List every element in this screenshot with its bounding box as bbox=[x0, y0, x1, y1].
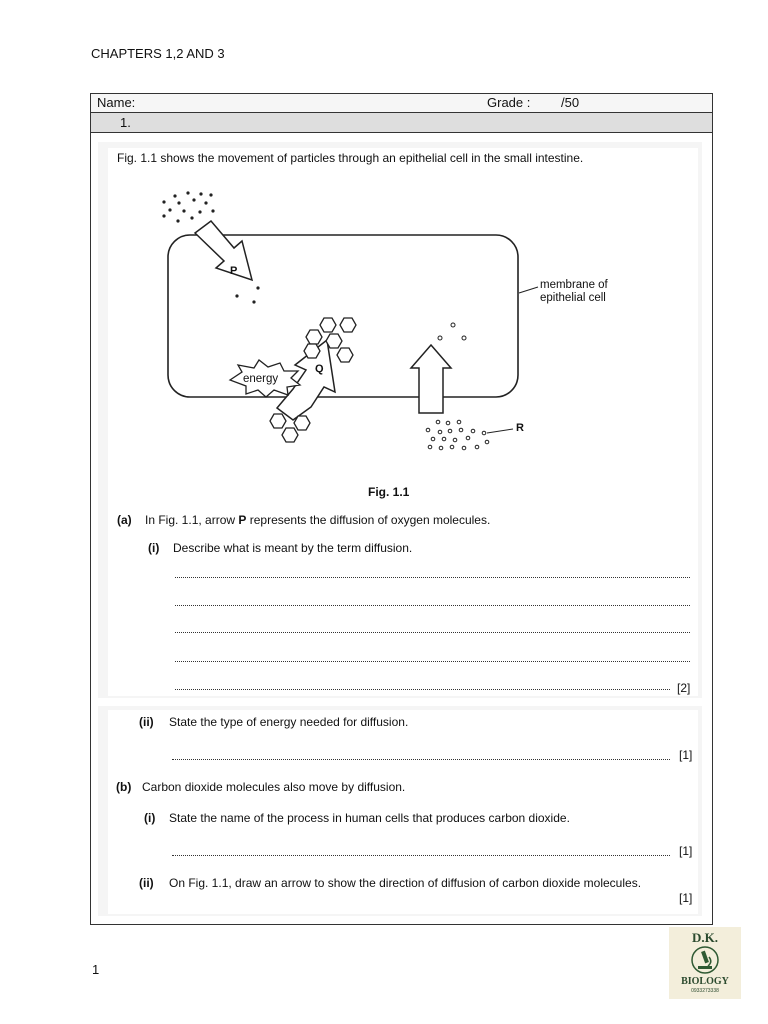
part-a-ii-label: (ii) bbox=[139, 715, 154, 729]
part-a-ii-text: State the type of energy needed for diffusion. bbox=[169, 715, 409, 729]
label-p: P bbox=[230, 265, 238, 277]
answer-line-a-i-4[interactable] bbox=[175, 661, 690, 662]
answer-line-a-i-5[interactable] bbox=[175, 689, 670, 690]
part-a-i-text: Describe what is meant by the term diffusion. bbox=[173, 541, 413, 555]
membrane-label-line1: membrane of bbox=[540, 279, 608, 291]
grade-label: Grade : bbox=[487, 95, 531, 110]
mark-b-i: [1] bbox=[679, 844, 693, 858]
grade-score: /50 bbox=[561, 95, 580, 110]
dk-biology-logo bbox=[669, 927, 741, 999]
label-r-pointer bbox=[487, 429, 513, 433]
epithelial-cell-membrane bbox=[168, 235, 518, 397]
part-b-i-text: State the name of the process in human cells that produces carbon dioxide. bbox=[169, 811, 570, 825]
document-header: CHAPTERS 1,2 AND 3 bbox=[91, 46, 225, 61]
logo-title: BIOLOGY bbox=[681, 976, 729, 987]
molecule-circles-inside bbox=[438, 323, 466, 340]
name-grade-row bbox=[90, 93, 713, 113]
question-number: 1. bbox=[120, 115, 131, 130]
label-r: R bbox=[516, 422, 524, 434]
arrow-p-icon bbox=[195, 221, 252, 280]
answer-line-a-i-2[interactable] bbox=[175, 605, 690, 606]
molecule-cluster-r bbox=[426, 420, 489, 450]
mark-b-ii: [1] bbox=[679, 891, 693, 905]
logo-phone: 0933273338 bbox=[691, 988, 719, 994]
intro-text: Fig. 1.1 shows the movement of particles through an epithelial cell in the small intestine. bbox=[117, 151, 584, 165]
answer-line-b-i[interactable] bbox=[172, 855, 670, 856]
part-a-label: (a) bbox=[117, 513, 132, 527]
page-number: 1 bbox=[92, 962, 100, 977]
part-b-i-label: (i) bbox=[144, 811, 156, 825]
question-number-row bbox=[90, 113, 713, 133]
figure-caption: Fig. 1.1 bbox=[368, 485, 410, 499]
answer-line-a-i-3[interactable] bbox=[175, 632, 690, 633]
oxygen-inside-cell bbox=[235, 286, 259, 303]
part-b-text: Carbon dioxide molecules also move by diffusion. bbox=[142, 780, 406, 794]
membrane-label-line2: epithelial cell bbox=[540, 292, 606, 304]
part-a-i-label: (i) bbox=[148, 541, 160, 555]
answer-line-a-i-1[interactable] bbox=[175, 577, 690, 578]
logo-initials: D.K. bbox=[692, 930, 718, 945]
name-label: Name: bbox=[97, 95, 136, 110]
mark-a-ii: [1] bbox=[679, 748, 693, 762]
arrow-r-icon bbox=[411, 345, 451, 413]
microscope-icon bbox=[689, 945, 721, 975]
energy-label: energy bbox=[243, 373, 279, 385]
answer-line-a-ii[interactable] bbox=[172, 759, 670, 760]
oxygen-cluster-outside bbox=[162, 191, 214, 222]
part-b-ii-text: On Fig. 1.1, draw an arrow to show the direction of diffusion of carbon dioxide molecules. bbox=[169, 876, 642, 890]
part-b-ii-label: (ii) bbox=[139, 876, 154, 890]
figure-cell-diagram bbox=[150, 185, 650, 455]
part-b-label: (b) bbox=[116, 780, 132, 794]
label-q: Q bbox=[315, 363, 324, 375]
membrane-label-pointer bbox=[519, 287, 538, 293]
mark-a-i: [2] bbox=[677, 681, 691, 695]
part-a-text: In Fig. 1.1, arrow P represents the diffusion of oxygen molecules. bbox=[145, 513, 491, 527]
